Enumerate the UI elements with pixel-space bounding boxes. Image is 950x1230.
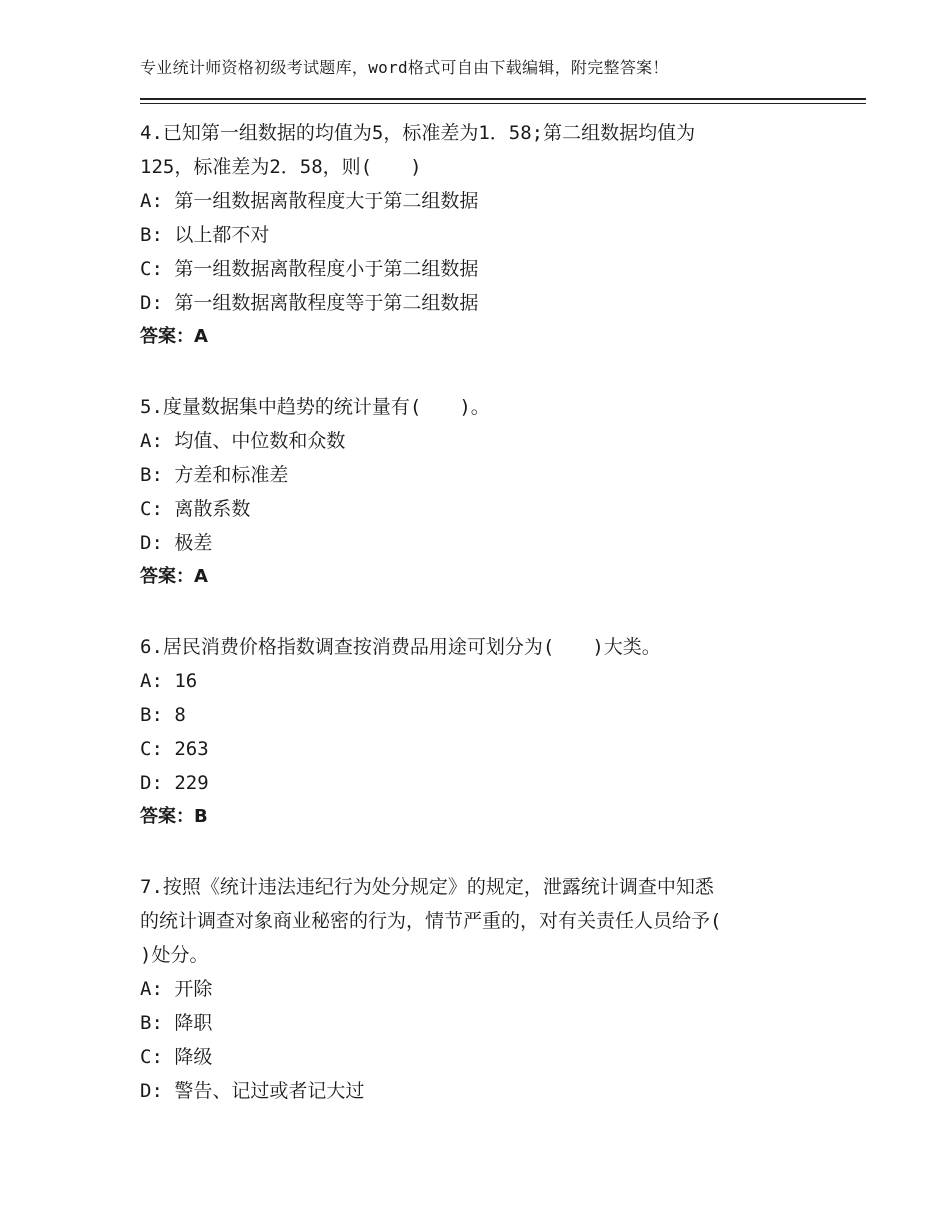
question-7 (140, 870, 820, 1108)
question-stem: 6.居民消费价格指数调查按消费品用途可划分为( )大类。 (140, 636, 661, 658)
answer: 答案：A (140, 566, 208, 587)
question-stem: 4.已知第一组数据的均值为5，标准差为1．58;第二组数据均值为 (140, 122, 696, 144)
header-divider-thick (140, 98, 866, 100)
option-a: A: 开除 (140, 978, 213, 1000)
option-b: B: 8 (140, 704, 186, 726)
question-6 (140, 630, 820, 834)
option-c: C: 降级 (140, 1046, 213, 1068)
option-b: B: 以上都不对 (140, 224, 270, 246)
option-d: D: 229 (140, 772, 209, 794)
option-c: C: 263 (140, 738, 209, 760)
option-a: A: 16 (140, 670, 198, 692)
option-d: D: 第一组数据离散程度等于第二组数据 (140, 292, 479, 314)
question-4 (140, 116, 820, 354)
answer: 答案：A (140, 326, 208, 347)
question-stem: 5.度量数据集中趋势的统计量有( )。 (140, 396, 490, 418)
question-stem: )处分。 (140, 944, 209, 966)
option-d: D: 警告、记过或者记大过 (140, 1080, 365, 1102)
option-b: B: 方差和标准差 (140, 464, 289, 486)
question-stem: 的统计调查对象商业秘密的行为，情节严重的，对有关责任人员给予( (140, 910, 722, 932)
option-c: C: 第一组数据离散程度小于第二组数据 (140, 258, 479, 280)
option-b: B: 降职 (140, 1012, 213, 1034)
question-stem: 7.按照《统计违法违纪行为处分规定》的规定，泄露统计调查中知悉 (140, 876, 714, 898)
answer: 答案：B (140, 806, 208, 827)
question-stem: 125，标准差为2．58，则( ) (140, 156, 422, 178)
question-5 (140, 390, 820, 594)
question-list (140, 116, 820, 1108)
page-header: 专业统计师资格初级考试题库，word格式可自由下载编辑，附完整答案！ (140, 58, 669, 77)
header-divider-thin (140, 103, 866, 104)
option-a: A: 均值、中位数和众数 (140, 430, 346, 452)
option-c: C: 离散系数 (140, 498, 251, 520)
option-d: D: 极差 (140, 532, 213, 554)
option-a: A: 第一组数据离散程度大于第二组数据 (140, 190, 479, 212)
